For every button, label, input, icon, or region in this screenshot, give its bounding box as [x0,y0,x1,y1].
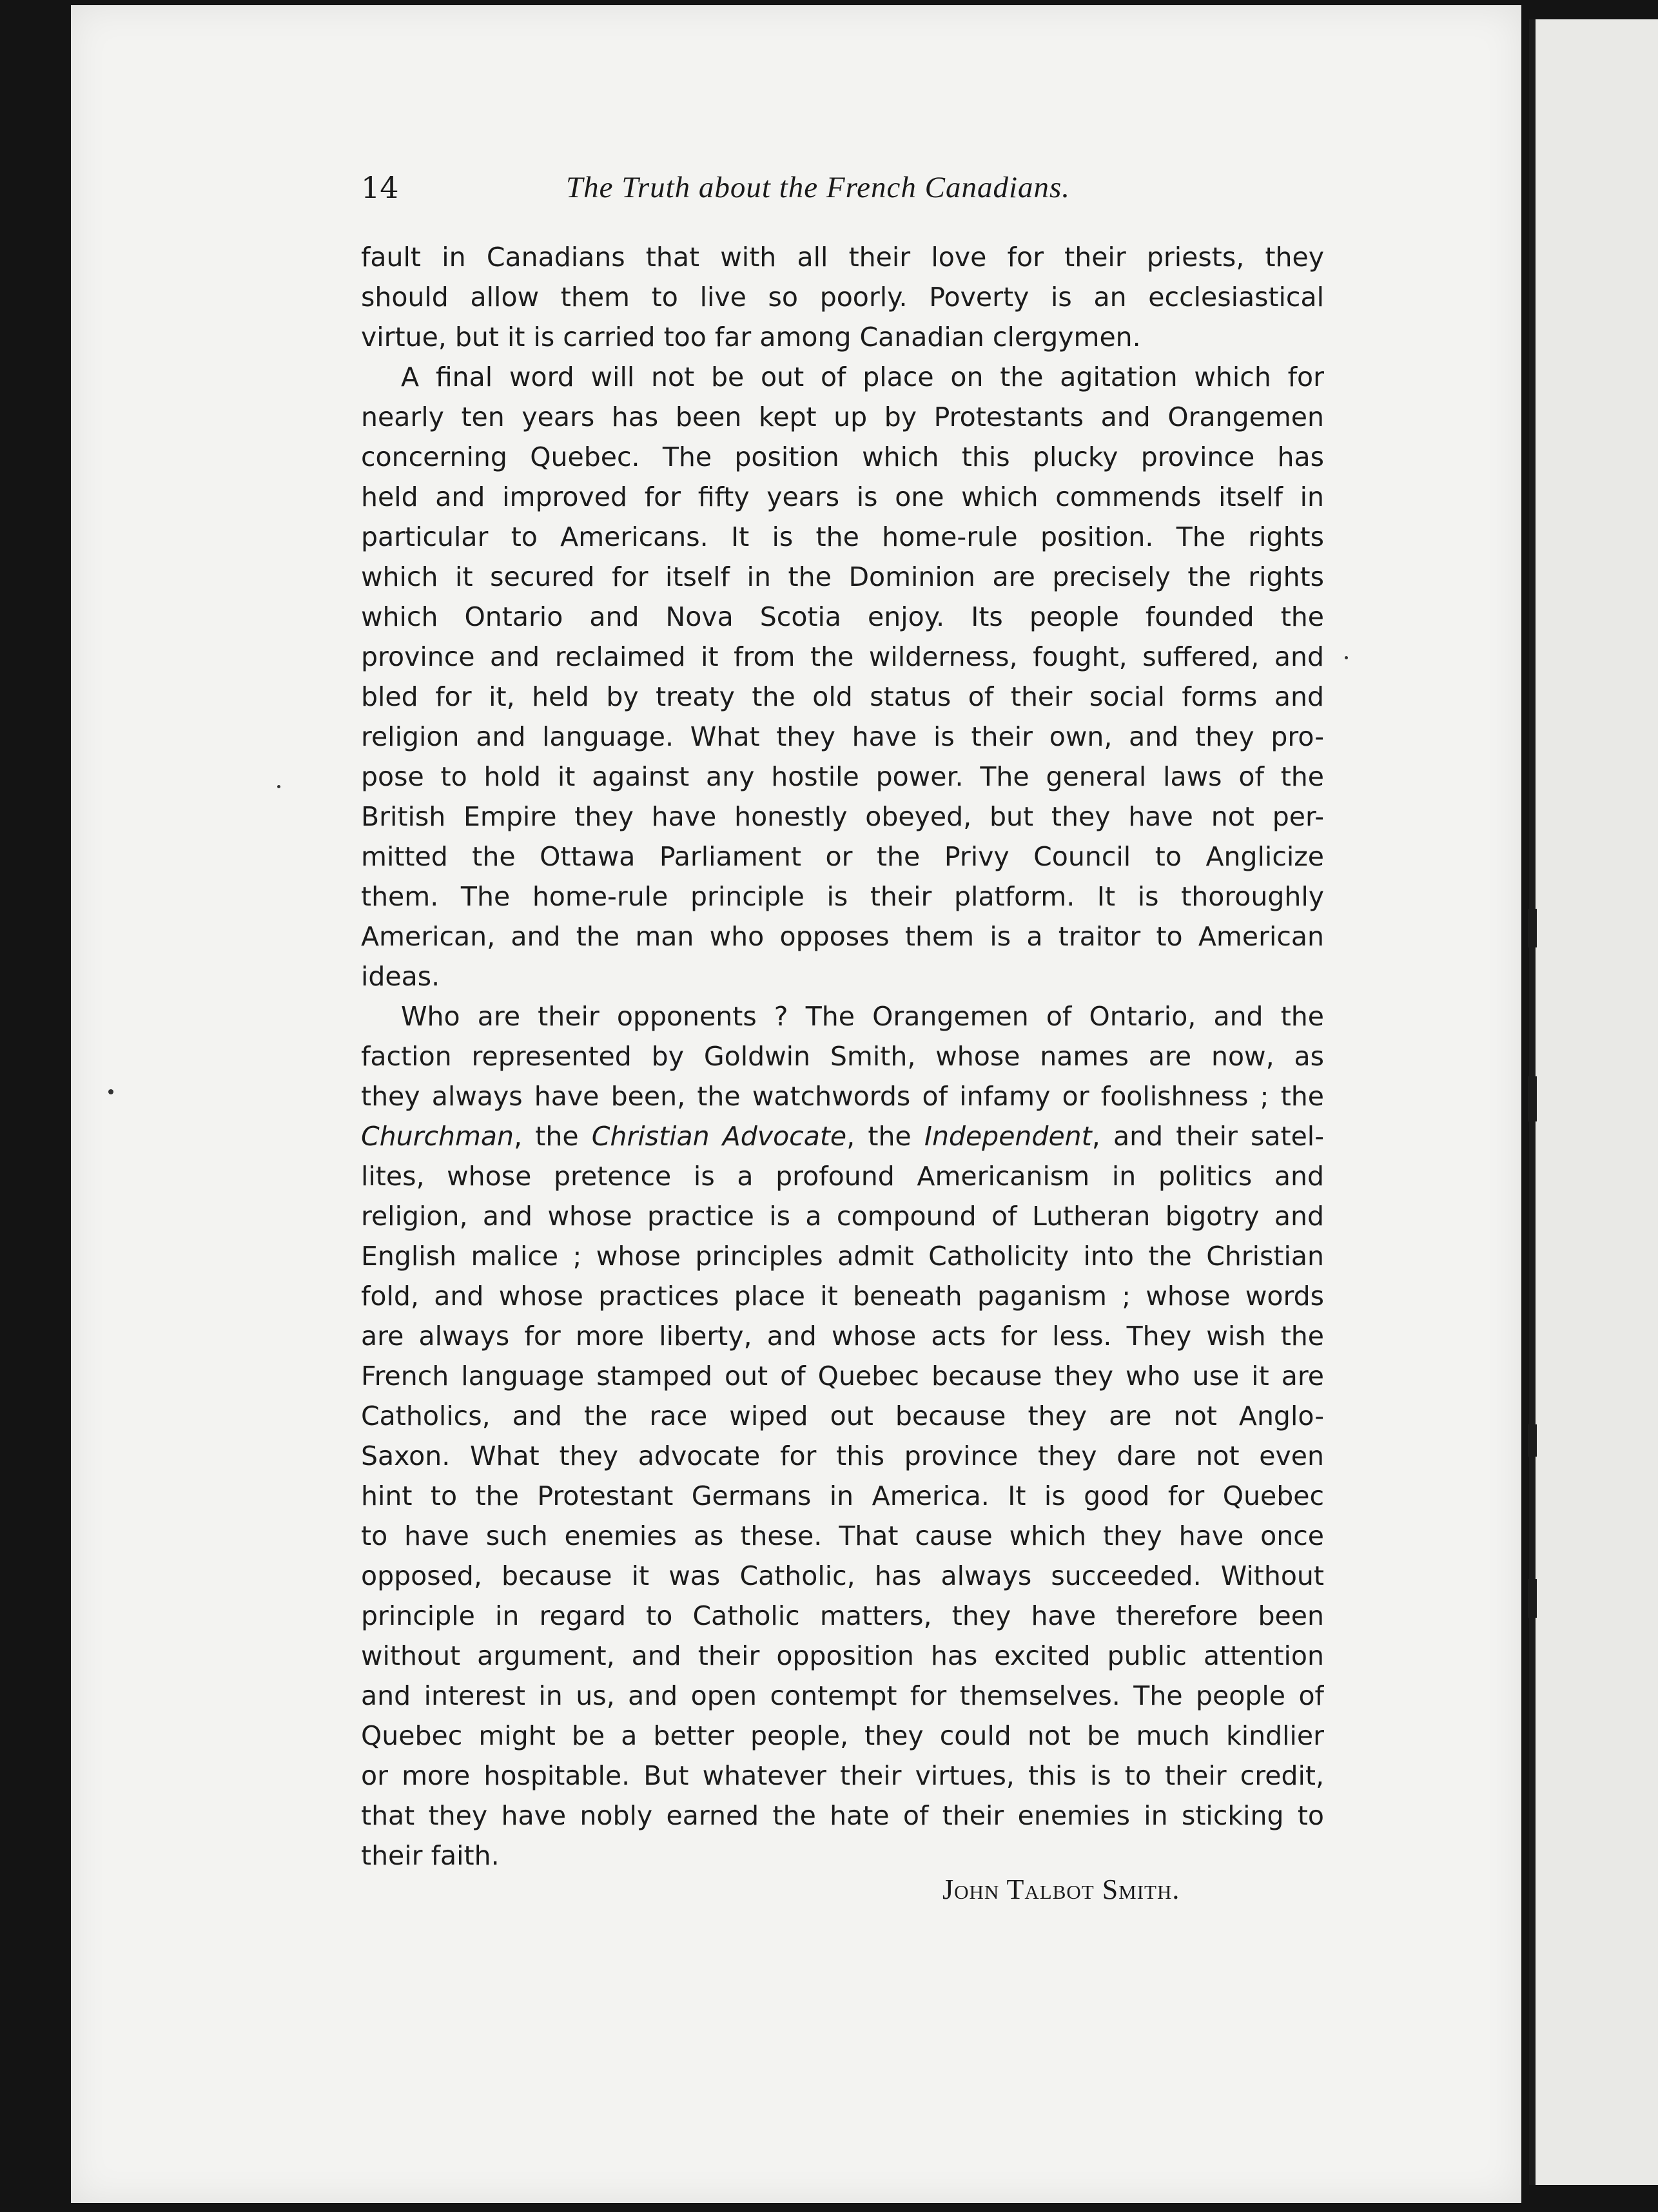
text-line: their faith. [361,1840,500,1871]
text-line: concerning Quebec. The position which this plucky province has [361,441,1324,472]
text-line: Catholics, and the race wiped out because they are not Anglo- [361,1401,1324,1431]
text-line: bled for it, held by treaty the old status of their social forms and [361,681,1324,712]
author-signature: John Talbot Smith. [942,1874,1180,1905]
body-text [361,237,1324,1876]
text-line: which Ontario and Nova Scotia enjoy. Its people founded the [361,601,1324,632]
text-line: are always for more liberty, and whose acts for less. They wish the [361,1321,1324,1352]
page-edge-mark [1528,1579,1537,1618]
text-line: mitted the Ottawa Parliament or the Privy Council to Anglicize [361,841,1324,872]
text-line: ideas. [361,961,440,992]
text-line: they always have been, the watchwords of infamy or foolishness ; the [361,1081,1324,1112]
text-line: should allow them to live so poorly. Poverty is an ecclesiastical [361,282,1324,313]
paragraph-first-line: Who are their opponents ? The Orangemen of Ontario, and the [401,1001,1324,1032]
text-line: held and improved for fifty years is one which commends itself in [361,481,1324,512]
text-line: nearly ten years has been kept up by Protestants and Orangemen [361,402,1324,432]
text-line: particular to Americans. It is the home-rule position. The rights [361,521,1324,552]
page-edge-mark [1528,1424,1537,1457]
text-line: province and reclaimed it from the wilderness, fought, suffered, and [361,641,1324,672]
page-edge-mark [1528,1076,1537,1121]
text-line: English malice ; whose principles admit Catholicity into the Christian [361,1241,1324,1272]
text-line: principle in regard to Catholic matters, they have therefore been [361,1600,1324,1631]
page-header [361,170,1328,222]
text-line: which it secured for itself in the Dominion are precisely the rights [361,561,1324,592]
text-line: without argument, and their opposition has excited public attention [361,1640,1324,1671]
ink-speck [1345,656,1348,659]
page-edge-mark [1528,909,1537,947]
text-line: opposed, because it was Catholic, has always succeeded. Without [361,1560,1324,1591]
text-line: fault in Canadians that with all their love for their priests, they [361,242,1324,273]
text-line: to have such enemies as these. That cause which they have once [361,1520,1324,1551]
text-line: British Empire they have honestly obeyed, but they have not per- [361,801,1324,832]
ink-speck [277,785,280,788]
text-line: pose to hold it against any hostile power. The general laws of the [361,761,1324,792]
page-number: 14 [361,170,399,205]
text-line: fold, and whose practices place it beneath paganism ; whose words [361,1281,1324,1312]
text-line: faction represented by Goldwin Smith, whose names are now, as [361,1041,1324,1072]
text-line: that they have nobly earned the hate of their enemies in sticking to [361,1800,1324,1831]
text-line: virtue, but it is carried too far among Canadian clergymen. [361,322,1141,353]
text-line: French language stamped out of Quebec because they who use it are [361,1361,1324,1392]
paragraph-first-line: A final word will not be out of place on the agitation which for [401,362,1324,393]
text-line: Saxon. What they advocate for this province they dare not even [361,1441,1324,1471]
text-line: and interest in us, and open contempt for themselves. The people of [361,1680,1324,1711]
ink-speck [108,1089,113,1094]
text-line: lites, whose pretence is a profound Americanism in politics and [361,1161,1324,1192]
text-line-with-italic-titles: Churchman, the Christian Advocate, the Independent, and their satel- [361,1121,1324,1152]
text-line: religion and language. What they have is their own, and they pro- [361,721,1324,752]
text-line: or more hospitable. But whatever their virtues, this is to their credit, [361,1760,1324,1791]
running-title: The Truth about the French Canadians. [566,171,1071,204]
text-line: American, and the man who opposes them is a traitor to American [361,921,1324,952]
text-line: Quebec might be a better people, they could not be much kindlier [361,1720,1324,1751]
text-line: religion, and whose practice is a compound of Lutheran bigotry and [361,1201,1324,1232]
text-line: them. The home-rule principle is their platform. It is thoroughly [361,881,1324,912]
adjacent-page-edge [1529,19,1658,2185]
text-line: hint to the Protestant Germans in America. It is good for Quebec [361,1480,1324,1511]
